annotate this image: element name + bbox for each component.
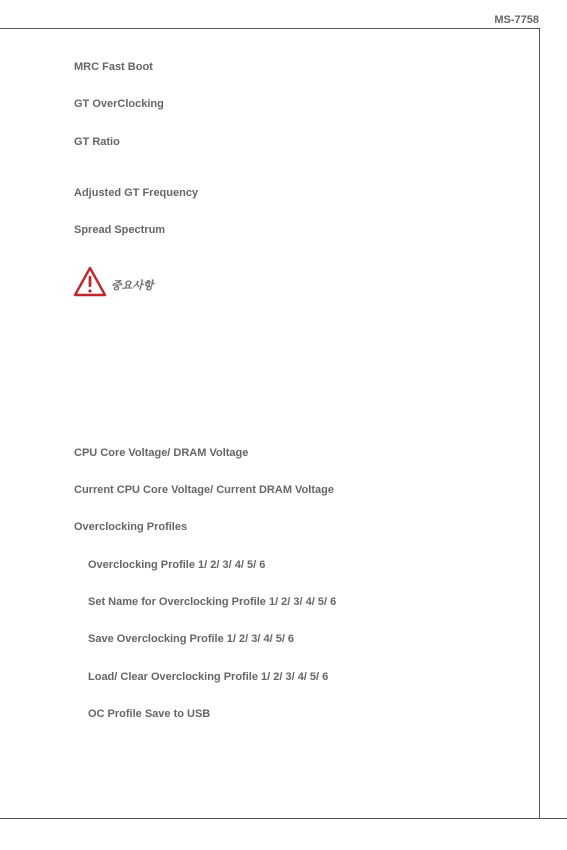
top-rule: [0, 28, 539, 29]
item-spread-spectrum: Spread Spectrum: [74, 224, 166, 236]
item-gt-overclocking: GT OverClocking: [74, 98, 164, 110]
bottom-rule: [0, 818, 567, 819]
side-rule: [539, 28, 540, 819]
item-cpu-core-voltage: CPU Core Voltage/ DRAM Voltage: [74, 447, 249, 459]
sub-item-load-clear-profile: Load/ Clear Overclocking Profile 1/ 2/ 3/ 4/ 5/ 6: [88, 671, 329, 683]
sub-item-oc-profile-save-usb: OC Profile Save to USB: [88, 708, 211, 720]
item-current-cpu-core-voltage: Current CPU Core Voltage/ Current DRAM Voltage: [74, 484, 334, 496]
notice-label: 중요사항: [111, 280, 154, 292]
warning-icon: [73, 266, 107, 298]
item-gt-ratio: GT Ratio: [74, 136, 120, 148]
sub-item-overclocking-profile: Overclocking Profile 1/ 2/ 3/ 4/ 5/ 6: [88, 559, 266, 571]
item-adjusted-gt-frequency: Adjusted GT Frequency: [74, 187, 199, 199]
model-number: MS-7758: [494, 14, 539, 26]
item-mrc-fast-boot: MRC Fast Boot: [74, 61, 153, 73]
sub-item-save-profile: Save Overclocking Profile 1/ 2/ 3/ 4/ 5/ 6: [88, 633, 295, 645]
item-overclocking-profiles: Overclocking Profiles: [74, 521, 188, 533]
sub-item-set-name: Set Name for Overclocking Profile 1/ 2/ 3/ 4/ 5/ 6: [88, 596, 337, 608]
important-notice: [73, 264, 154, 298]
